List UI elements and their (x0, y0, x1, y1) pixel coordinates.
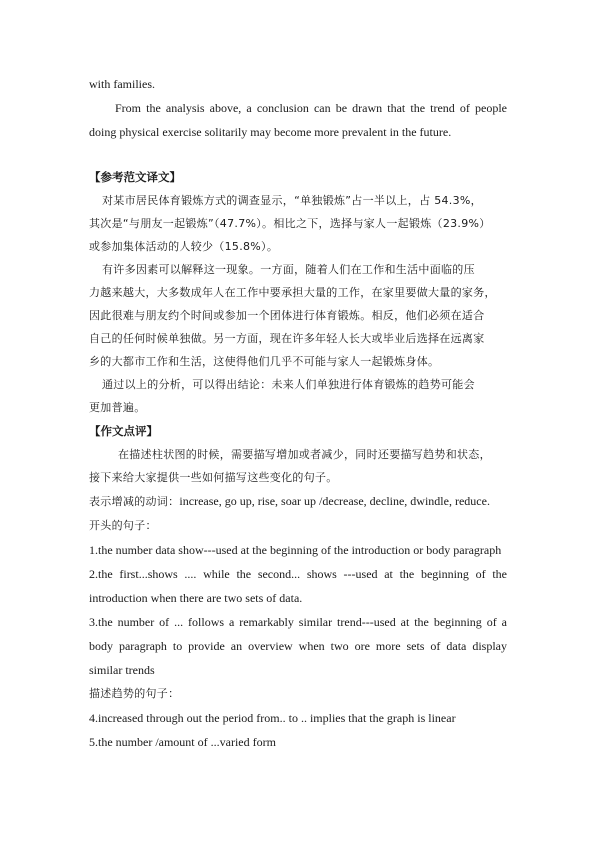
translation-p3-line: 更加普遍。 (89, 401, 146, 414)
example-item-3-line: similar trends (89, 663, 155, 677)
translation-p3-line: 通过以上的分析，可以得出结论：未来人们单独进行体育锻炼的趋势可能会 (102, 378, 475, 391)
verbs-list: increase, go up, rise, soar up /decrease, decline, dwindle, reduce. (179, 494, 490, 508)
translation-p2-line: 乡的大都市工作和生活，这使得他们几乎不可能与家人一起锻炼身体。 (89, 355, 440, 368)
example-item-4: 4.increased through out the period from.. to .. implies that the graph is linear (89, 711, 456, 725)
example-item-5: 5.the number /amount of ...varied form (89, 735, 276, 749)
example-item-1: 1.the number data show---used at the beginning of the introduction or body paragraph (89, 543, 502, 557)
example-item-3-line: body paragraph to provide an overview when two ore more sets of data display (89, 639, 507, 653)
comment-intro-line: 接下来给大家提供一些如何描写这些变化的句子。 (89, 471, 338, 484)
essay-line: with families. (89, 77, 155, 91)
comment-intro-line: 在描述柱状图的时候，需要描写增加或者减少，同时还要描写趋势和状态， (118, 448, 491, 461)
translation-p1-line: 其次是“与朋友一起锻炼”（47.7%）。相比之下，选择与家人一起锻炼（23.9%） (89, 217, 491, 230)
trend-label: 描述趋势的句子： (89, 687, 180, 700)
translation-p1-line: 或参加集体活动的人较少（15.8%）。 (89, 240, 279, 253)
document-page (89, 72, 507, 754)
example-item-2-line: 2.the first...shows .... while the second... shows ---used at the beginning of the (89, 567, 507, 581)
example-item-3-line: 3.the number of ... follows a remarkably similar trend---used at the beginning of a (89, 615, 507, 629)
example-item-2-line: introduction when there are two sets of data. (89, 591, 303, 605)
essay-conclusion-line: doing physical exercise solitarily may become more prevalent in the future. (89, 125, 452, 139)
translation-p2-line: 自己的任何时候单独做。另一方面，现在许多年轻人长大或毕业后选择在远离家 (89, 332, 485, 345)
translation-p1-line: 对某市居民体育锻炼方式的调查显示，“单独锻炼”占一半以上，占 54.3%， (102, 194, 482, 207)
comment-heading: 【作文点评】 (89, 424, 158, 438)
translation-p2-line: 力越来越大，大多数成年人在工作中要承担大量的工作，在家里要做大量的家务， (89, 286, 496, 299)
translation-p2-line: 因此很难与朋友约个时间或参加一个团体进行体育锻炼。相反，他们必须在适合 (89, 309, 485, 322)
translation-heading: 【参考范文译文】 (89, 170, 181, 184)
verbs-line (89, 489, 507, 514)
essay-conclusion-line: From the analysis above, a conclusion can be drawn that the trend of people (115, 101, 507, 115)
translation-p2-line: 有许多因素可以解释这一现象。一方面，随着人们在工作和生活中面临的压 (102, 263, 475, 276)
verbs-label: 表示增减的动词： (89, 495, 180, 508)
opening-label: 开头的句子： (89, 519, 157, 532)
